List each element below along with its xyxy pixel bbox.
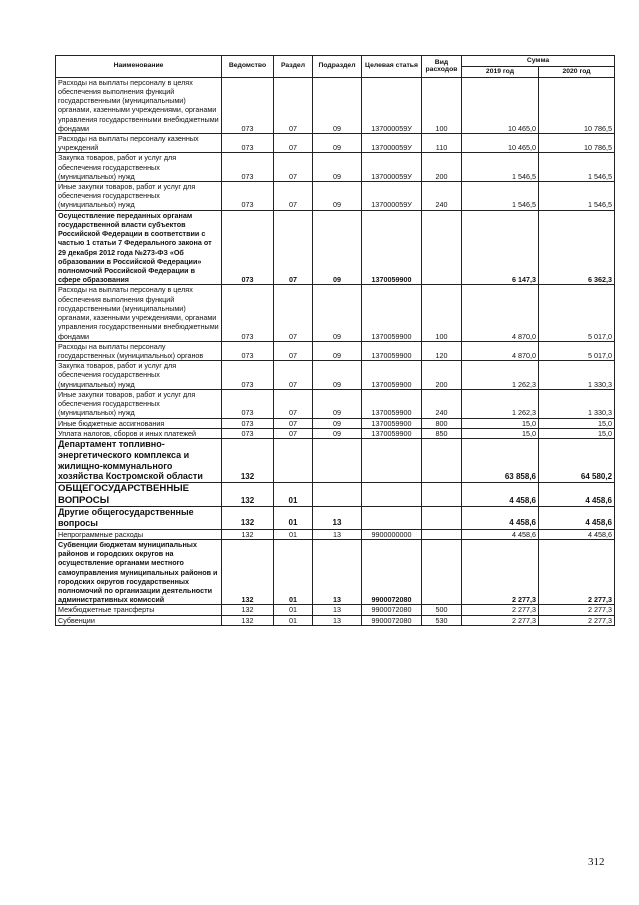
row-sum-2019: 4 870,0 [462,285,539,341]
row-target-article: 1370059900 [362,418,422,428]
row-sum-2019: 1 262,3 [462,361,539,390]
row-sum-2019: 4 458,6 [462,483,539,507]
row-podrazdel [313,483,362,507]
row-expense-type: 240 [422,389,462,418]
row-sum-2020: 5 017,0 [539,285,615,341]
row-name: Закупка товаров, работ и услуг для обеспечения государственных (муниципальных) нужд [56,153,222,182]
budget-table [55,55,615,626]
row-razdel: 01 [274,483,313,507]
row-ved: 073 [222,210,274,285]
row-podrazdel: 09 [313,389,362,418]
row-name: Иные закупки товаров, работ и услуг для обеспечения государственных (муниципальных) нужд [56,389,222,418]
col-header-razdel: Раздел [274,56,313,78]
row-sum-2020: 4 458,6 [539,507,615,530]
row-name: Иные закупки товаров, работ и услуг для обеспечения государственных (муниципальных) нужд [56,182,222,211]
row-razdel: 07 [274,389,313,418]
row-ved: 073 [222,133,274,152]
table-row [56,615,615,625]
row-target-article: 9900072080 [362,605,422,615]
row-razdel: 07 [274,428,313,438]
row-sum-2020: 1 330,3 [539,389,615,418]
row-name: Департамент топливно-энергетического комплекса и жилищно-коммунального хозяйства Костромской области [56,438,222,482]
row-podrazdel: 09 [313,418,362,428]
row-target-article [362,483,422,507]
row-sum-2019: 1 262,3 [462,389,539,418]
row-target-article: 137000059У [362,182,422,211]
row-sum-2020: 4 458,6 [539,529,615,539]
row-expense-type [422,507,462,530]
row-ved: 132 [222,615,274,625]
row-target-article: 1370059900 [362,285,422,341]
row-ved: 132 [222,529,274,539]
row-sum-2019: 4 458,6 [462,529,539,539]
row-ved: 073 [222,153,274,182]
row-expense-type [422,539,462,605]
row-name: Другие общегосударственные вопросы [56,507,222,530]
row-ved: 073 [222,285,274,341]
col-header-name: Наименование [56,56,222,78]
row-sum-2020: 2 277,3 [539,605,615,615]
row-podrazdel: 09 [313,361,362,390]
row-expense-type: 530 [422,615,462,625]
row-podrazdel [313,438,362,482]
row-sum-2020: 15,0 [539,418,615,428]
col-header-summa: Сумма [462,56,615,67]
row-sum-2019: 1 546,5 [462,153,539,182]
row-target-article [362,507,422,530]
row-razdel: 07 [274,418,313,428]
col-header-tselevaya: Целевая статья [362,56,422,78]
row-podrazdel: 13 [313,507,362,530]
row-sum-2020: 10 786,5 [539,77,615,133]
row-expense-type: 800 [422,418,462,428]
row-expense-type: 500 [422,605,462,615]
row-razdel: 07 [274,182,313,211]
row-sum-2020: 6 362,3 [539,210,615,285]
row-razdel: 01 [274,539,313,605]
row-razdel: 07 [274,285,313,341]
row-sum-2019: 2 277,3 [462,605,539,615]
table-row [56,77,615,133]
row-ved: 073 [222,389,274,418]
table-row [56,428,615,438]
row-razdel: 01 [274,507,313,530]
row-target-article: 1370059900 [362,389,422,418]
row-name: ОБЩЕГОСУДАРСТВЕННЫЕ ВОПРОСЫ [56,483,222,507]
row-sum-2020: 2 277,3 [539,539,615,605]
row-podrazdel: 09 [313,428,362,438]
table-row [56,529,615,539]
row-target-article: 137000059У [362,133,422,152]
row-podrazdel: 09 [313,210,362,285]
row-name: Субвенции [56,615,222,625]
row-target-article [362,438,422,482]
row-razdel: 01 [274,529,313,539]
row-target-article: 137000059У [362,77,422,133]
col-header-podrazdel: Подраздел [313,56,362,78]
row-sum-2020: 4 458,6 [539,483,615,507]
table-row [56,361,615,390]
row-expense-type [422,483,462,507]
row-sum-2019: 15,0 [462,428,539,438]
row-target-article: 1370059900 [362,428,422,438]
row-sum-2019: 4 458,6 [462,507,539,530]
row-name: Непрограммные расходы [56,529,222,539]
row-podrazdel: 09 [313,182,362,211]
table-row [56,605,615,615]
row-target-article: 1370059900 [362,210,422,285]
table-row [56,438,615,482]
table-row [56,507,615,530]
row-target-article: 9900072080 [362,615,422,625]
table-row [56,285,615,341]
table-row [56,182,615,211]
row-name: Осуществление переданных органам государственной власти субъектов Российской Федерации в соответствии с частью 1 статьи 7 Федерального закона от 29 декабря 2012 года №273-ФЗ «Об образовании в Российской Федерации» полномочий Российской Федерации в сфере образования [56,210,222,285]
row-expense-type: 120 [422,341,462,360]
row-podrazdel: 09 [313,77,362,133]
row-razdel: 07 [274,341,313,360]
row-razdel: 07 [274,361,313,390]
row-sum-2020: 64 580,2 [539,438,615,482]
row-podrazdel: 13 [313,529,362,539]
col-header-ved: Ведомство [222,56,274,78]
row-ved: 073 [222,77,274,133]
table-row [56,418,615,428]
row-sum-2020: 5 017,0 [539,341,615,360]
row-ved: 073 [222,418,274,428]
row-sum-2019: 2 277,3 [462,615,539,625]
page-number: 312 [588,856,605,868]
row-sum-2019: 63 858,6 [462,438,539,482]
row-podrazdel: 13 [313,539,362,605]
row-expense-type [422,529,462,539]
row-name: Иные бюджетные ассигнования [56,418,222,428]
row-ved: 073 [222,182,274,211]
row-sum-2020: 2 277,3 [539,615,615,625]
row-razdel: 07 [274,210,313,285]
row-sum-2020: 1 546,5 [539,182,615,211]
row-podrazdel: 13 [313,615,362,625]
row-name: Расходы на выплаты персоналу в целях обеспечения выполнения функций государственными (муниципальными) органами, казенными учреждениями, органами управления государственными внебюджетными фондами [56,77,222,133]
row-name: Расходы на выплаты персоналу казенных учреждений [56,133,222,152]
row-expense-type: 110 [422,133,462,152]
row-razdel: 07 [274,153,313,182]
table-row [56,483,615,507]
row-sum-2020: 1 330,3 [539,361,615,390]
row-target-article: 9900072080 [362,539,422,605]
col-header-2020: 2020 год [539,66,615,77]
row-ved: 073 [222,428,274,438]
table-body [56,77,615,625]
row-podrazdel: 09 [313,285,362,341]
row-ved: 132 [222,539,274,605]
row-sum-2019: 4 870,0 [462,341,539,360]
row-name: Уплата налогов, сборов и иных платежей [56,428,222,438]
row-sum-2019: 2 277,3 [462,539,539,605]
row-expense-type: 240 [422,182,462,211]
row-ved: 132 [222,605,274,615]
table-row [56,133,615,152]
row-target-article: 137000059У [362,153,422,182]
row-sum-2019: 6 147,3 [462,210,539,285]
row-name: Расходы на выплаты персоналу в целях обеспечения выполнения функций государственными (муниципальными) органами, казенными учреждениями, органами управления государственными внебюджетными фондами [56,285,222,341]
row-expense-type: 850 [422,428,462,438]
row-ved: 073 [222,361,274,390]
row-sum-2019: 10 465,0 [462,133,539,152]
row-sum-2019: 15,0 [462,418,539,428]
row-razdel: 01 [274,605,313,615]
row-razdel [274,438,313,482]
row-podrazdel: 13 [313,605,362,615]
row-expense-type: 100 [422,285,462,341]
row-expense-type [422,438,462,482]
row-sum-2020: 10 786,5 [539,133,615,152]
row-ved: 132 [222,483,274,507]
budget-sheet [55,55,614,626]
row-podrazdel: 09 [313,153,362,182]
row-sum-2019: 10 465,0 [462,77,539,133]
table-row [56,389,615,418]
table-row [56,539,615,605]
row-razdel: 07 [274,77,313,133]
row-target-article: 9900000000 [362,529,422,539]
row-target-article: 1370059900 [362,361,422,390]
row-target-article: 1370059900 [362,341,422,360]
row-expense-type: 100 [422,77,462,133]
row-ved: 073 [222,341,274,360]
row-name: Расходы на выплаты персоналу государственных (муниципальных) органов [56,341,222,360]
col-header-vid: Вид расходов [422,56,462,78]
row-podrazdel: 09 [313,133,362,152]
row-name: Закупка товаров, работ и услуг для обеспечения государственных (муниципальных) нужд [56,361,222,390]
row-expense-type: 200 [422,361,462,390]
row-expense-type [422,210,462,285]
row-ved: 132 [222,507,274,530]
row-podrazdel: 09 [313,341,362,360]
row-sum-2020: 1 546,5 [539,153,615,182]
table-header-row [56,56,615,67]
row-ved: 132 [222,438,274,482]
row-expense-type: 200 [422,153,462,182]
row-name: Субвенции бюджетам муниципальных районов и городских округов на осуществление органами местного самоуправления муниципальных районов и городских округов государственных полномочий по организации деятельности административных комиссий [56,539,222,605]
row-sum-2020: 15,0 [539,428,615,438]
table-row [56,341,615,360]
table-row [56,153,615,182]
row-razdel: 07 [274,133,313,152]
row-name: Межбюджетные трансферты [56,605,222,615]
col-header-2019: 2019 год [462,66,539,77]
table-row [56,210,615,285]
row-razdel: 01 [274,615,313,625]
row-sum-2019: 1 546,5 [462,182,539,211]
